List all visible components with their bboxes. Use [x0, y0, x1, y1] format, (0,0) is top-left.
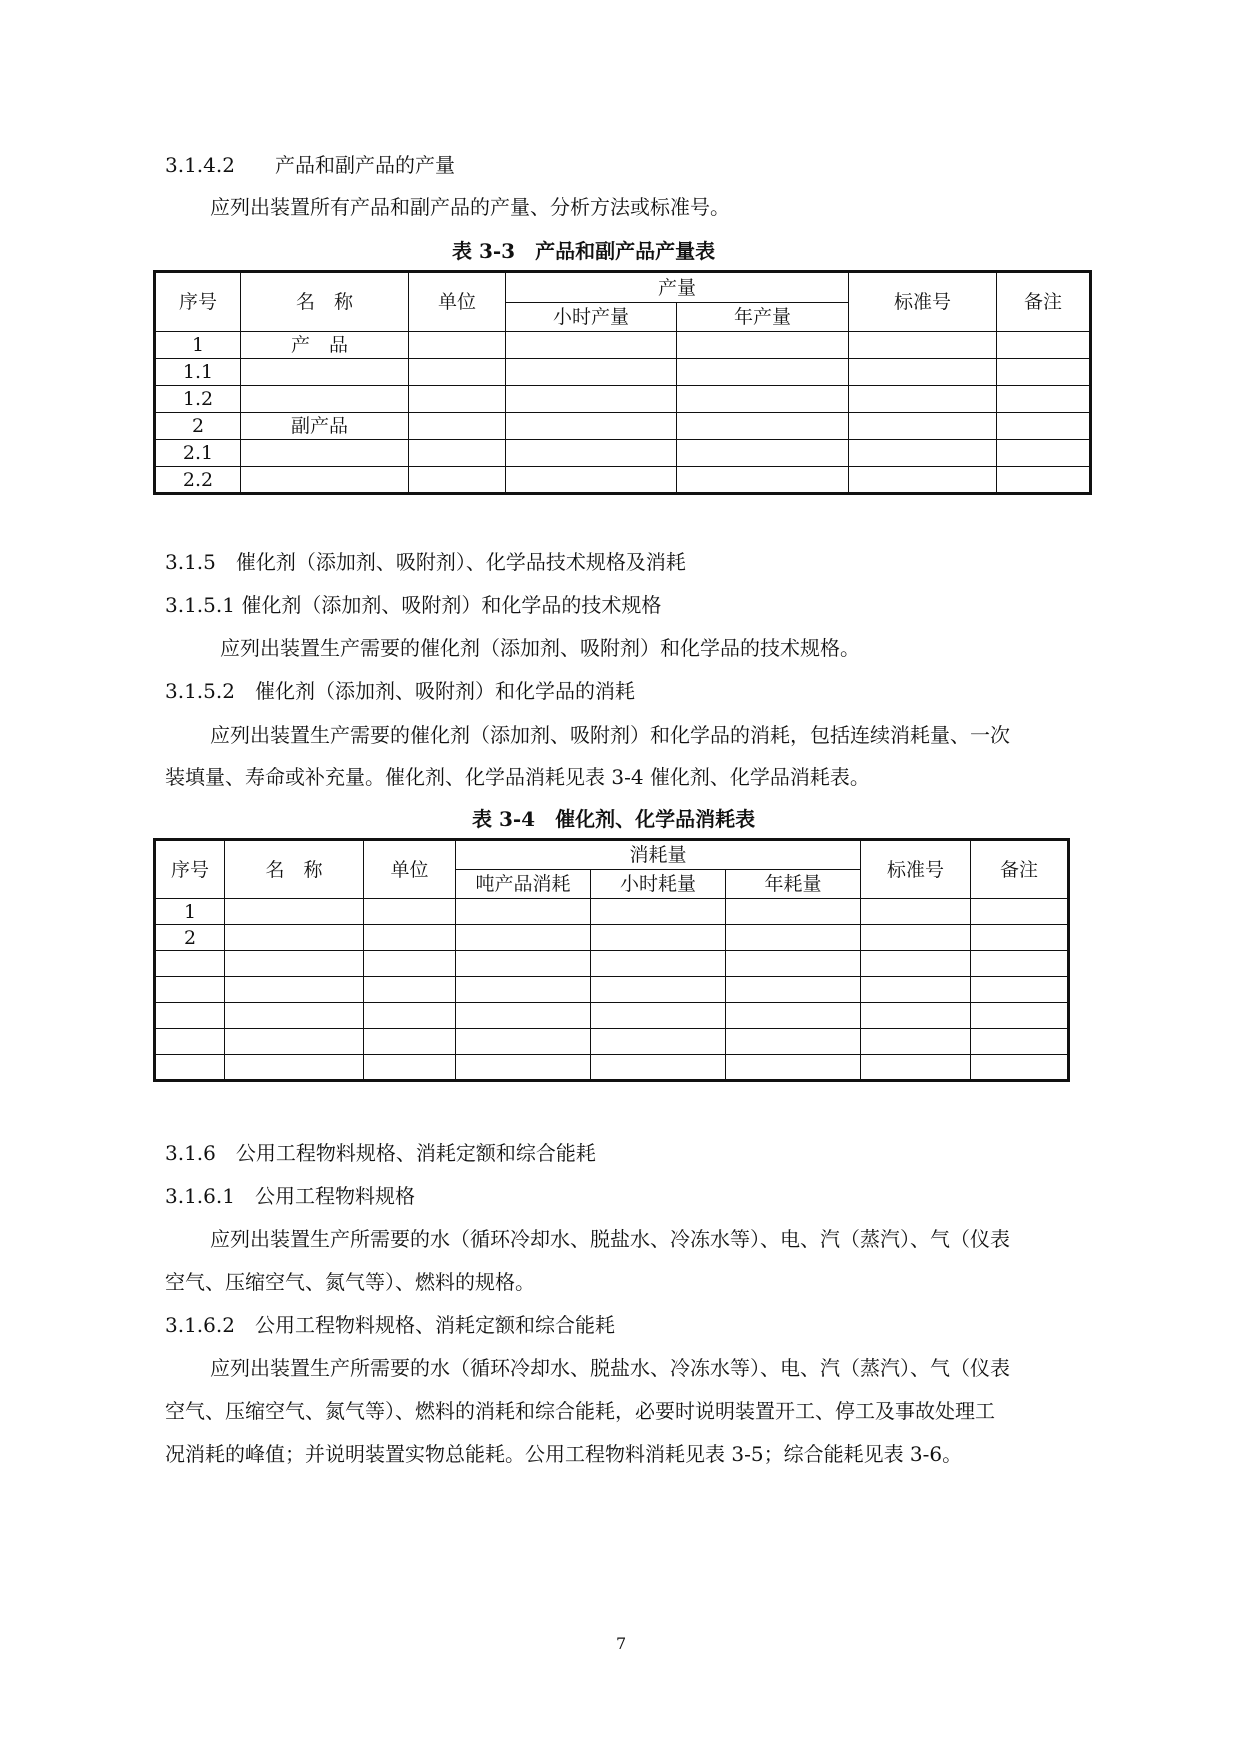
table-3-3-caption: 表 3-3 产品和副产品产量表 [452, 239, 716, 263]
table-cell [726, 1029, 861, 1055]
table-3-4-header-annual: 年耗量 [726, 870, 861, 899]
table-cell [456, 925, 591, 951]
table-cell-seq [155, 951, 225, 977]
table-cell [971, 899, 1069, 925]
table-3-3-header-unit: 单位 [409, 272, 506, 332]
table-cell [456, 1055, 591, 1081]
table-3-3-header-hourly: 小时产量 [506, 303, 677, 332]
table-cell-seq: 1.1 [155, 359, 241, 386]
table-cell-seq: 2 [155, 925, 225, 951]
table-row [155, 359, 1091, 386]
table-cell [861, 1055, 971, 1081]
table-cell [849, 413, 997, 440]
table-cell [861, 977, 971, 1003]
table-cell-seq [155, 977, 225, 1003]
table-3-4-header-consumption: 消耗量 [456, 840, 861, 870]
table-cell [849, 440, 997, 467]
table-row [155, 386, 1091, 413]
table-row [155, 1055, 1069, 1081]
table-cell [677, 413, 849, 440]
table-cell [225, 899, 364, 925]
table-cell [591, 925, 726, 951]
table-3-4-header-name: 名 称 [225, 840, 364, 899]
table-cell [677, 332, 849, 359]
section-3162-body-3: 况消耗的峰值；并说明装置实物总能耗。公用工程物料消耗见表 3-5；综合能耗见表 3-6。 [165, 1442, 963, 1466]
table-cell [591, 1003, 726, 1029]
table-cell [506, 413, 677, 440]
section-315-heading: 3.1.5 催化剂（添加剂、吸附剂）、化学品技术规格及消耗 [165, 550, 686, 574]
section-316-heading: 3.1.6 公用工程物料规格、消耗定额和综合能耗 [165, 1141, 596, 1165]
section-3152-body-1: 应列出装置生产需要的催化剂（添加剂、吸附剂）和化学品的消耗，包括连续消耗量、一次 [210, 723, 1010, 747]
table-cell-name: 副产品 [241, 413, 409, 440]
section-3151-body: 应列出装置生产需要的催化剂（添加剂、吸附剂）和化学品的技术规格。 [220, 636, 860, 660]
table-cell [409, 359, 506, 386]
table-3-4 [153, 838, 1070, 1082]
table-cell [726, 925, 861, 951]
table-cell [726, 899, 861, 925]
table-cell [506, 467, 677, 494]
table-3-4-header-remarks: 备注 [971, 840, 1069, 899]
table-cell [726, 1003, 861, 1029]
table-row [155, 951, 1069, 977]
table-3-4-header-hourly: 小时耗量 [591, 870, 726, 899]
table-cell [456, 1029, 591, 1055]
table-cell [225, 951, 364, 977]
table-cell [849, 332, 997, 359]
table-cell-name [241, 359, 409, 386]
table-cell [726, 977, 861, 1003]
page-number: 7 [616, 1634, 627, 1653]
table-cell [506, 359, 677, 386]
table-cell [971, 951, 1069, 977]
table-cell [364, 977, 456, 1003]
section-3162-heading: 3.1.6.2 公用工程物料规格、消耗定额和综合能耗 [165, 1313, 615, 1337]
table-cell-seq: 2.2 [155, 467, 241, 494]
table-cell [456, 1003, 591, 1029]
table-3-4-header-per-ton: 吨产品消耗 [456, 870, 591, 899]
table-cell [726, 951, 861, 977]
table-3-4-header-unit: 单位 [364, 840, 456, 899]
table-cell-seq: 1 [155, 899, 225, 925]
table-row [155, 925, 1069, 951]
table-cell [225, 1055, 364, 1081]
table-cell [677, 440, 849, 467]
table-cell [409, 332, 506, 359]
table-cell [225, 925, 364, 951]
table-cell [861, 1029, 971, 1055]
table-cell [591, 1029, 726, 1055]
section-3161-heading: 3.1.6.1 公用工程物料规格 [165, 1184, 415, 1208]
section-3142-heading: 3.1.4.2 产品和副产品的产量 [165, 153, 455, 177]
table-cell [971, 1055, 1069, 1081]
table-cell-name: 产 品 [241, 332, 409, 359]
section-3161-body-2: 空气、压缩空气、氮气等）、燃料的规格。 [165, 1270, 535, 1294]
table-cell [971, 1003, 1069, 1029]
table-cell [364, 899, 456, 925]
table-cell [364, 1055, 456, 1081]
table-3-3-header-output: 产量 [506, 272, 849, 303]
table-cell [225, 977, 364, 1003]
table-cell [506, 386, 677, 413]
table-cell [409, 440, 506, 467]
table-cell [591, 977, 726, 1003]
table-cell [364, 1003, 456, 1029]
table-cell-seq: 1.2 [155, 386, 241, 413]
section-3142-body: 应列出装置所有产品和副产品的产量、分析方法或标准号。 [210, 195, 730, 219]
table-cell [591, 1055, 726, 1081]
table-cell [409, 386, 506, 413]
table-row [155, 467, 1091, 494]
table-cell-name [241, 386, 409, 413]
table-row [155, 332, 1091, 359]
table-3-4-caption: 表 3-4 催化剂、化学品消耗表 [472, 807, 756, 831]
table-cell-name [241, 440, 409, 467]
table-row [155, 1003, 1069, 1029]
table-cell [456, 977, 591, 1003]
table-3-4-header-seq: 序号 [155, 840, 225, 899]
table-cell [677, 467, 849, 494]
section-3152-body-2: 装填量、寿命或补充量。催化剂、化学品消耗见表 3-4 催化剂、化学品消耗表。 [165, 765, 870, 789]
table-cell-name [241, 467, 409, 494]
table-cell [591, 951, 726, 977]
table-cell [971, 1029, 1069, 1055]
table-row [155, 440, 1091, 467]
table-row [155, 1029, 1069, 1055]
table-cell [997, 332, 1091, 359]
table-cell [997, 467, 1091, 494]
table-cell-seq [155, 1003, 225, 1029]
table-cell [997, 386, 1091, 413]
table-3-4-header-standard: 标准号 [861, 840, 971, 899]
table-cell [861, 1003, 971, 1029]
table-row [155, 413, 1091, 440]
table-cell [456, 951, 591, 977]
table-cell [364, 1029, 456, 1055]
table-cell [591, 899, 726, 925]
table-cell [849, 467, 997, 494]
table-cell [997, 440, 1091, 467]
table-cell [861, 899, 971, 925]
table-row [155, 977, 1069, 1003]
section-3162-body-1: 应列出装置生产所需要的水（循环冷却水、脱盐水、冷冻水等）、电、汽（蒸汽）、气（仪表 [210, 1356, 1010, 1380]
table-cell [364, 925, 456, 951]
table-3-3-header-standard: 标准号 [849, 272, 997, 332]
table-cell [677, 386, 849, 413]
table-3-3-header-name: 名 称 [241, 272, 409, 332]
table-cell [225, 1003, 364, 1029]
table-cell [849, 386, 997, 413]
section-3152-heading: 3.1.5.2 催化剂（添加剂、吸附剂）和化学品的消耗 [165, 679, 635, 703]
table-3-3-header-annual: 年产量 [677, 303, 849, 332]
table-cell [997, 413, 1091, 440]
table-cell [364, 951, 456, 977]
table-cell-seq [155, 1029, 225, 1055]
table-3-3 [153, 270, 1092, 495]
table-cell [506, 332, 677, 359]
table-cell-seq: 1 [155, 332, 241, 359]
section-3162-body-2: 空气、压缩空气、氮气等）、燃料的消耗和综合能耗，必要时说明装置开工、停工及事故处理工 [165, 1399, 995, 1423]
table-cell [997, 359, 1091, 386]
table-3-3-header-seq: 序号 [155, 272, 241, 332]
table-cell [409, 467, 506, 494]
table-cell [726, 1055, 861, 1081]
table-cell-seq: 2 [155, 413, 241, 440]
table-cell [971, 925, 1069, 951]
section-3161-body-1: 应列出装置生产所需要的水（循环冷却水、脱盐水、冷冻水等）、电、汽（蒸汽）、气（仪表 [210, 1227, 1010, 1251]
table-cell-seq [155, 1055, 225, 1081]
table-cell [506, 440, 677, 467]
table-cell [677, 359, 849, 386]
table-cell [456, 899, 591, 925]
table-cell [861, 925, 971, 951]
table-3-3-header-remarks: 备注 [997, 272, 1091, 332]
table-cell [971, 977, 1069, 1003]
table-cell [225, 1029, 364, 1055]
table-cell-seq: 2.1 [155, 440, 241, 467]
table-cell [861, 951, 971, 977]
table-cell [409, 413, 506, 440]
table-cell [849, 359, 997, 386]
table-row [155, 899, 1069, 925]
section-3151-heading: 3.1.5.1 催化剂（添加剂、吸附剂）和化学品的技术规格 [165, 593, 662, 617]
